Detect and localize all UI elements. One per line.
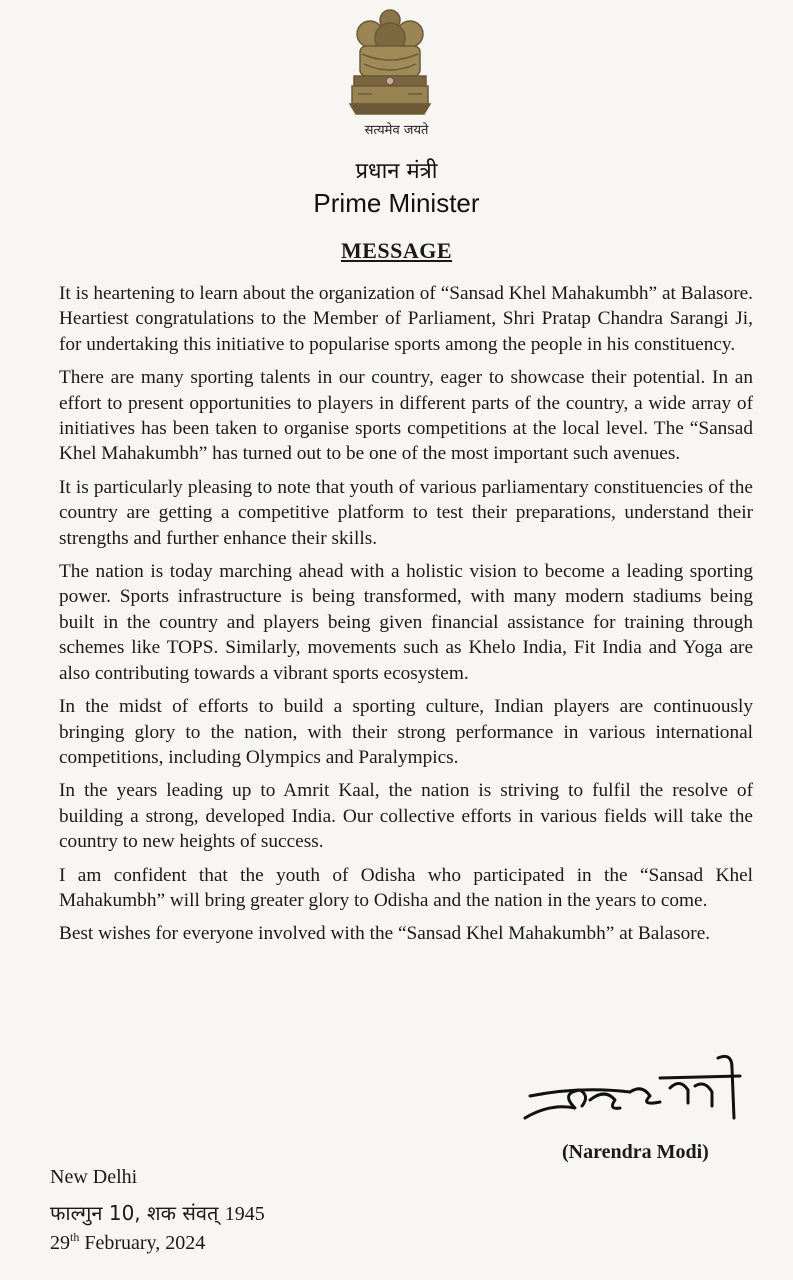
hindi-year: 1945: [224, 1203, 265, 1225]
office-title-english: Prime Minister: [313, 188, 480, 218]
national-emblem-icon: [340, 6, 440, 126]
signatory-name: (Narendra Modi): [562, 1141, 709, 1163]
emblem-motto: सत्यमेव जयते: [364, 123, 429, 138]
office-title-hindi: प्रधान मंत्री: [355, 159, 438, 184]
hindi-date-text: 10, शक संवत्: [102, 1201, 225, 1225]
hindi-month: फाल्गुन: [50, 1201, 103, 1225]
message-paragraph: It is heartening to learn about the organization of “Sansad Khel Mahakumbh” at Balasore. Heartiest congratulations to the Member of Parliament, Shri Pratap Chandra Sarangi Ji, for undertaking this initiative to popularise sports among the people in his constituency.: [59, 283, 753, 355]
message-paragraph: I am confident that the youth of Odisha who participated in the “Sansad Khel Mahakumbh” will bring greater glory to Odisha and the nation in the years to come.: [59, 864, 753, 911]
issue-place: New Delhi: [50, 1166, 138, 1188]
date-day: 29: [50, 1232, 70, 1254]
date-day-suffix: th: [70, 1230, 80, 1244]
message-paragraph: Best wishes for everyone involved with the “Sansad Khel Mahakumbh” at Balasore.: [59, 923, 711, 945]
message-paragraph: In the midst of efforts to build a sporting culture, Indian players are continuously bringing glory to the nation, with their strong performance in various international competitions, including Olympics and Paralympics.: [59, 696, 753, 768]
issue-date-hindi: [50, 1199, 265, 1226]
handwritten-signature: [520, 1048, 750, 1128]
message-paragraph: There are many sporting talents in our country, eager to showcase their potential. In an effort to present opportunities to players in different parts of the country, a wide array of initiatives has been taken to organise sports competitions at the local level. The “Sansad Khel Mahakumbh” has turned out to be one of the most important such avenues.: [59, 367, 753, 465]
message-paragraph: It is particularly pleasing to note that youth of various parliamentary constituencies of the country are getting a competitive platform to test their preparations, understand their strengths and further enhance their skills.: [59, 476, 753, 549]
message-paragraph: In the years leading up to Amrit Kaal, the nation is striving to fulfil the resolve of building a strong, developed India. Our collective efforts in various fields will take the country to new heights of success.: [59, 780, 753, 853]
date-month-year: February, 2024: [79, 1232, 206, 1254]
message-body: [59, 281, 753, 955]
issue-date-english: [50, 1232, 205, 1255]
message-paragraph: The nation is today marching ahead with a holistic vision to become a leading sporting power. Sports infrastructure is being transformed, with many modern stadiums being built in the country and players being given financial assistance for training through schemes like TOPS. Similarly, movements such as Khelo India, Fit India and Yoga are also contributing towards a vibrant sports ecosystem.: [59, 561, 753, 684]
message-heading: MESSAGE: [340, 238, 453, 263]
